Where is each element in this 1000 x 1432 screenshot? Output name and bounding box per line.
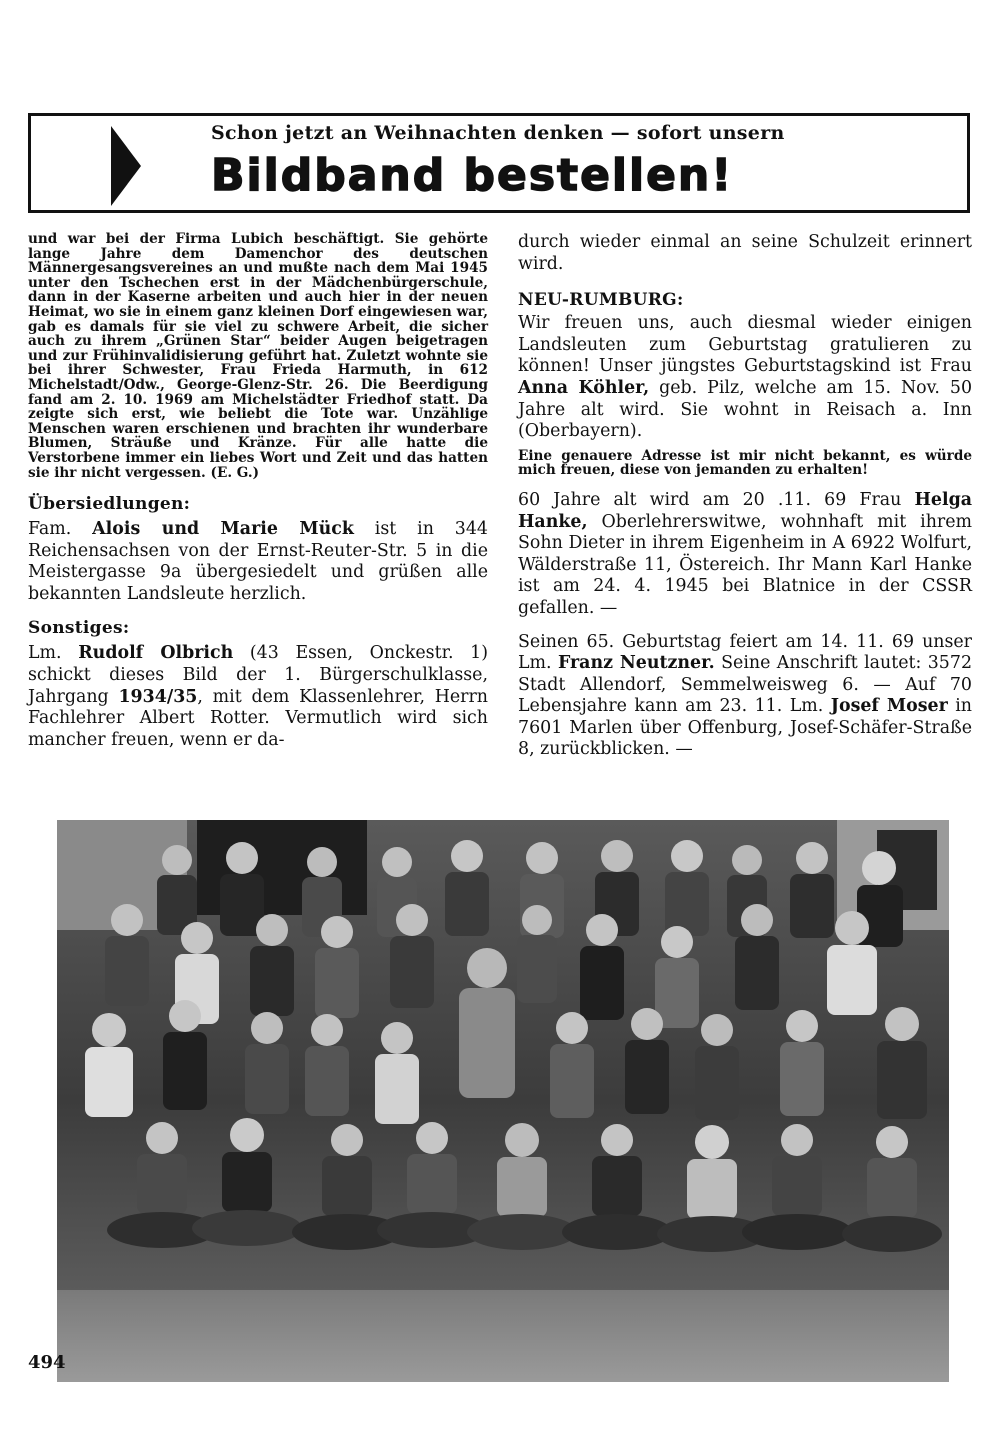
- class-photo-image: [57, 820, 949, 1382]
- promo-headline: Bildband bestellen!: [211, 150, 734, 201]
- person-name: Anna Köhler,: [518, 377, 650, 398]
- class-year: 1934/35: [118, 686, 198, 707]
- uebersiedlungen-text: Fam. Alois und Marie Mück ist in 344 Reichensachsen von der Ernst-Reuter-Str. 5 in die Meistergasse 9a übergesiedelt und grüßen alle bekannten Landsleute herzlich.: [28, 519, 488, 604]
- page-number: 494: [28, 1352, 66, 1373]
- right-column: [518, 232, 972, 761]
- arrow-right-icon: [111, 126, 141, 206]
- promo-box: [28, 113, 970, 213]
- neu-rumburg-text: Wir freuen uns, auch diesmal wieder einigen Landsleuten zum Geburtstag gratulieren zu können! Unser jüngstes Geburtstagskind ist Frau Anna Köhler, geb. Pilz, welche am 15. Nov. 50 Jahre alt wird. Sie wohnt in Reisach a. Inn (Oberbayern).: [518, 313, 973, 442]
- person-name: Helga Hanke,: [518, 489, 972, 532]
- heading-uebersiedlungen: Übersiedlungen:: [28, 494, 191, 515]
- person-name: Franz Neutzner.: [557, 653, 715, 674]
- left-column: [28, 232, 488, 751]
- sonstiges-text: Lm. Rudolf Olbrich (43 Essen, Onckestr. 1) schickt dieses Bild der 1. Bürgerschulklasse, Jahrgang 1934/35, mit dem Klassenlehrer, Herrn Fachlehrer Albert Rotter. Vermutlich wird sich mancher freuen, wenn er da-: [28, 643, 489, 750]
- birthday-60-text: 60 Jahre alt wird am 20 .11. 69 Frau Helga Hanke, Oberlehrerswitwe, wohnhaft mit ihrem Sohn Dieter in ihrem Eigenheim in A 6922 Wolfurt, Wälderstraße 11, Östereich. Ihr Mann Karl Hanke ist am 24. 4. 1945 bei Blatnice in der CSSR gefallen. —: [518, 489, 972, 618]
- class-photo: [57, 820, 949, 1382]
- continuation-text: durch wieder einmal an seine Schulzeit erinnert wird.: [518, 232, 972, 274]
- promo-tagline: Schon jetzt an Weihnachten denken — sofort unsern: [211, 122, 785, 144]
- birthday-65-text: Seinen 65. Geburtstag feiert am 14. 11. 69 unser Lm. Franz Neutzner. Seine Anschrift lautet: 3572 Stadt Allendorf, Semmelweisweg 6. — Auf 70 Lebensjahre kann am 23. 11. Lm. Josef Moser in 7601 Marlen über Offenburg, Josef-Schäfer-Straße 8, zurückblicken. —: [518, 631, 973, 760]
- person-name: Josef Moser: [830, 696, 948, 717]
- address-note: Eine genauere Adresse ist mir nicht bekannt, es würde mich freuen, diese von jemanden zu erhalten!: [518, 447, 972, 479]
- person-name: Alois und Marie Mück: [92, 519, 354, 540]
- heading-sonstiges: Sonstiges:: [28, 618, 130, 639]
- obituary-text: und war bei der Firma Lubich beschäftigt. Sie gehörte lange Jahre dem Damenchor des deutschen Männergesangsvereines an und mußte nach dem Mai 1945 unter den Tschechen erst in der Mädchenbürgerschule, dann in der Kaserne arbeiten und auch hier in der neuen Heimat, wo sie in einem ganz kleinen Dorf eingewiesen war, gab es damals für sie viel zu schwere Arbeit, die sicher auch zu ihrem „Grünen Star“ beider Augen beigetragen und zur Frühinvalidisierung geführt hat. Zuletzt wohnte sie bei ihrer Schwester, Frau Frieda Harmuth, in 612 Michelstadt/Odw., George-Glenz-Str. 26. Die Beerdigung fand am 2. 10. 1969 am Michelstädter Friedhof statt. Da zeigte sich erst, wie beliebt die Tote war. Unzählige Menschen waren erschienen und brachten ihr wunderbare Blumen, Sträuße und Kränze. Für alle hatte die Verstorbene immer ein liebes Wort und Zeit und das hatten sie ihr nicht vergessen. (E. G.): [28, 231, 488, 481]
- heading-neu-rumburg: NEU-RUMBURG:: [518, 290, 684, 311]
- person-name: Rudolf Olbrich: [78, 643, 234, 664]
